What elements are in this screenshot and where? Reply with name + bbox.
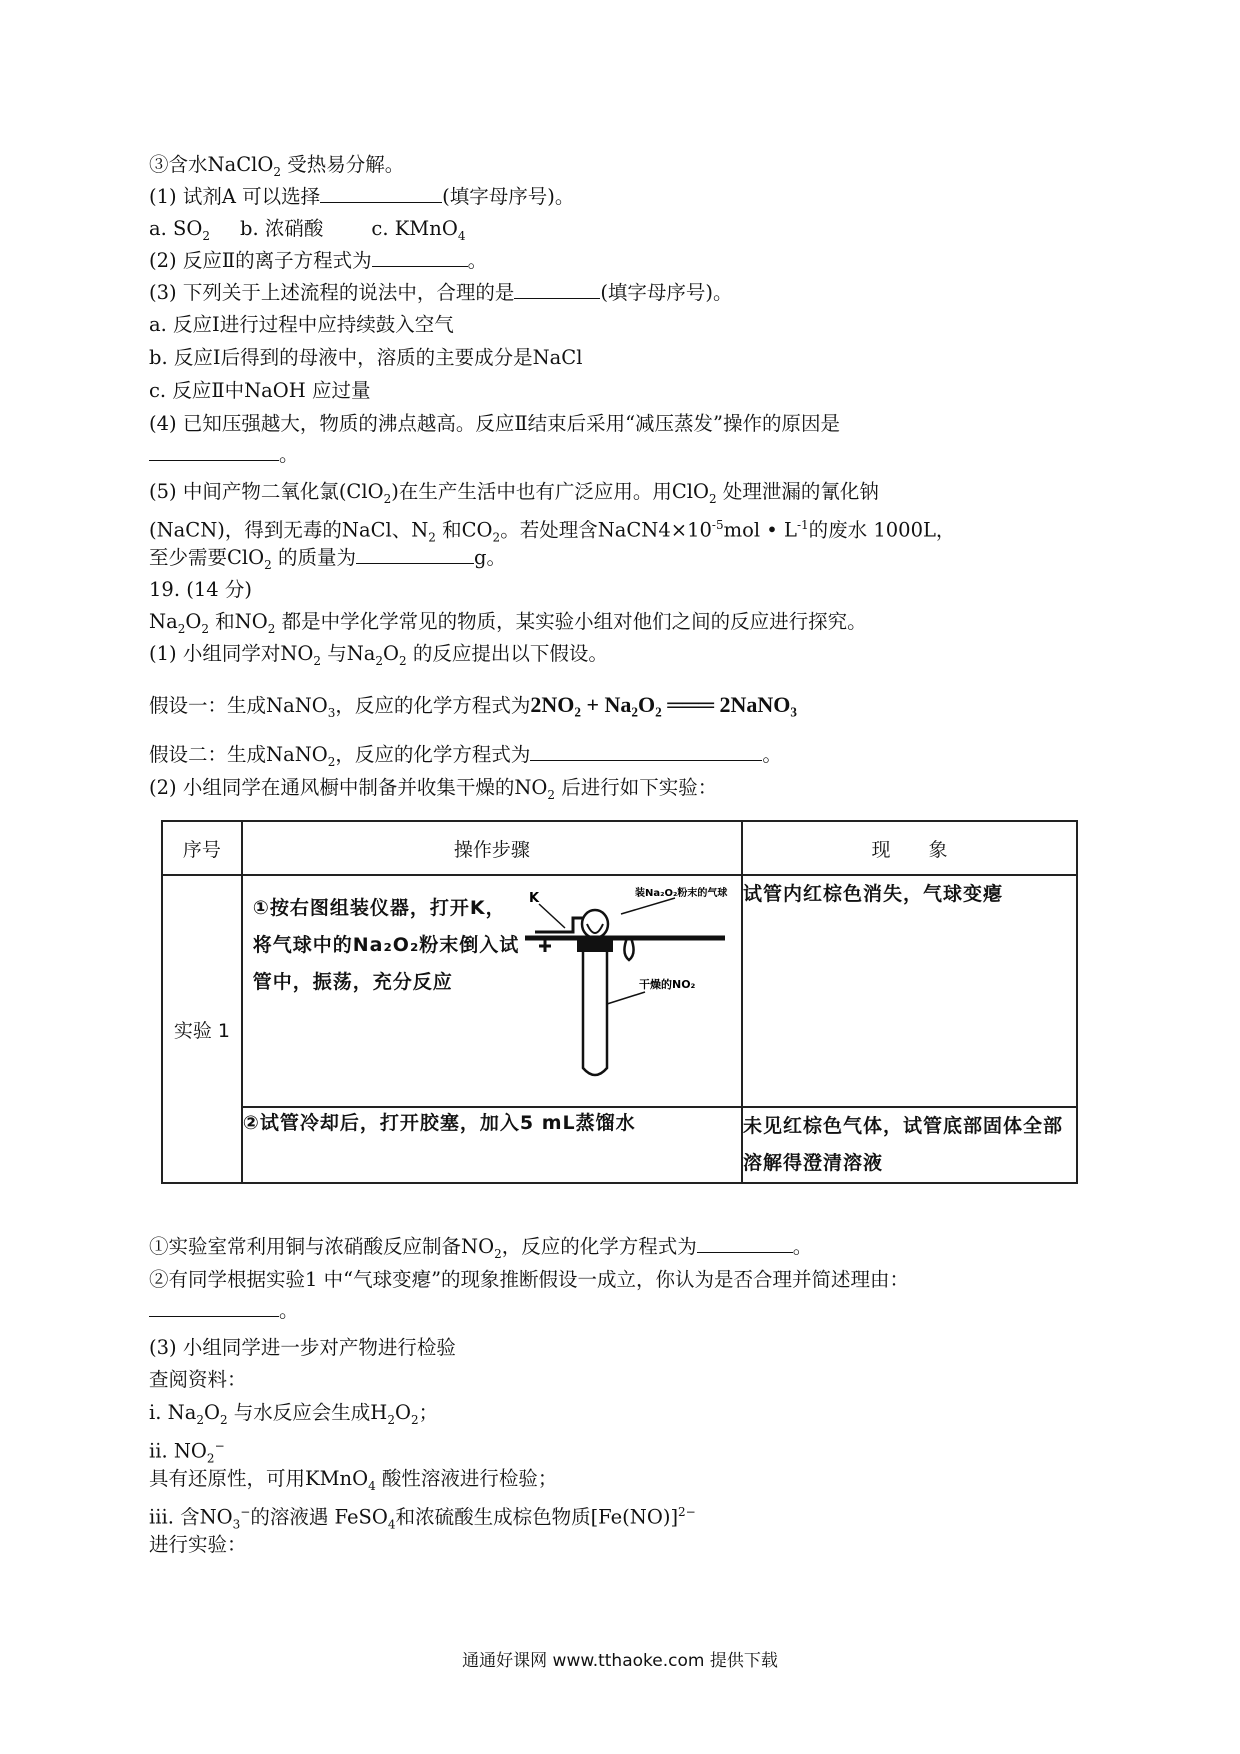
- part-1: (1) 小组同学对$NO_2$ 与$Na_2O_2$ 的反应提出以下假设。: [149, 642, 608, 668]
- footer: 通通好课网 www.tthaoke.com 提供下载: [462, 1651, 778, 1671]
- reference-ii-line2: 具有还原性，可用KMnO$_4$ 酸性溶液进行检验；: [149, 1467, 558, 1493]
- question-5-line2: (NaCN)，得到无毒的NaCl、$N_2$ 和$CO_2$。若处理含$NaCN4\times 10^{-5}mol$ • $L^{-1}$的废水 1000L，: [149, 518, 956, 545]
- options-line: a. $SO_2$ b. 浓硝酸 c. KMnO$_4$: [149, 217, 466, 243]
- option-a: a. 反应Ⅰ进行过程中应持续鼓入空气: [149, 313, 454, 336]
- sub-question-1: ①实验室常利用铜与浓硝酸反应制备$NO_2$，反应的化学方程式为 。: [149, 1232, 812, 1269]
- option-b: b. 反应Ⅰ后得到的母液中，溶质的主要成分是NaCl: [149, 346, 583, 369]
- reference-heading: 查阅资料：: [149, 1368, 247, 1391]
- option-c: c. 反应Ⅱ中NaOH 应过量: [149, 379, 371, 402]
- part-2: (2) 小组同学在通风橱中制备并收集干燥的$NO_2$ 后进行如下实验：: [149, 776, 718, 802]
- question-1: (1) 试剂A 可以选择 (填字母序号)。: [149, 182, 574, 212]
- question-5: (5) 中间产物二氧化氯(ClO$_2$)在生产生活中也有广泛应用。用ClO$_2$ 处理泄漏的氰化钠: [149, 480, 879, 506]
- header-no: 序号: [162, 821, 242, 875]
- question-19-heading: 19. (14 分): [149, 578, 252, 601]
- experiment-table: [161, 820, 1078, 1184]
- label-balloon: 装Na₂O₂粉末的气球: [634, 888, 728, 899]
- header-steps: 操作步骤: [242, 821, 742, 875]
- reference-i: i. $Na_2O_2$ 与水反应会生成$H_2O_2$；: [149, 1401, 439, 1427]
- sub-question-2: ②有同学根据实验1 中“气球变瘪”的现象推断假设一成立，你认为是否合理并简述理由：: [149, 1268, 910, 1291]
- apparatus-diagram: [525, 884, 735, 1100]
- question-5-line3: 至少需要ClO$_2$ 的质量为 g。: [149, 543, 506, 580]
- row-label: 实验 1: [162, 875, 242, 1183]
- question-2: (2) 反应Ⅱ的离子方程式为 。: [149, 246, 487, 276]
- answer-blank-2: 。: [149, 1296, 299, 1326]
- equation: 2NO₂ + Na₂O₂ ═══ 2NaNO₃: [530, 692, 797, 717]
- label-no2: 干燥的NO₂: [638, 978, 696, 991]
- hypothesis-2: 假设二：生成NaNO$_2$，反应的化学方程式为 。: [149, 740, 782, 777]
- text-line: ③含水NaClO$_2$ 受热易分解。: [149, 153, 405, 179]
- proceed-line: 进行实验：: [149, 1533, 247, 1556]
- step-2-text: ②试管冷却后，打开胶塞，加入5 mL蒸馏水: [242, 1107, 742, 1183]
- question-3: (3) 下列关于上述流程的说法中，合理的是 (填字母序号)。: [149, 278, 733, 308]
- observation-2: 未见红棕色气体，试管底部固体全部溶解得澄清溶液: [742, 1107, 1077, 1183]
- part-3: (3) 小组同学进一步对产物进行检验: [149, 1336, 456, 1359]
- header-observation: 现 象: [742, 821, 1077, 875]
- hypothesis-1: 假设一：生成NaNO$_3$，反应的化学方程式为2NO₂ + Na₂O₂ ═══ 2NaNO₃: [149, 692, 797, 720]
- observation-1: 试管内红棕色消失，气球变瘪: [742, 875, 1077, 1107]
- question-4: (4) 已知压强越大，物质的沸点越高。反应Ⅱ结束后采用“减压蒸发”操作的原因是: [149, 412, 841, 435]
- answer-blank-4: 。: [149, 440, 299, 470]
- reference-ii: ii. $NO_2^-$: [149, 1439, 225, 1466]
- reference-iii: iii. 含$NO_3^-$的溶液遇 FeSO$_4$和浓硫酸生成棕色物质$[Fe(NO)]^{2-}$: [149, 1505, 696, 1532]
- label-k: K: [528, 891, 539, 906]
- step-1-text: ①按右图组装仪器，打开K，将气球中的Na₂O₂粉末倒入试管中，振荡，充分反应: [252, 897, 520, 993]
- intro-line: $Na_2O_2$ 和$NO_2$ 都是中学化学常见的物质，某实验小组对他们之间的反应进行探究。: [149, 610, 867, 636]
- step-1-cell: [242, 875, 742, 1107]
